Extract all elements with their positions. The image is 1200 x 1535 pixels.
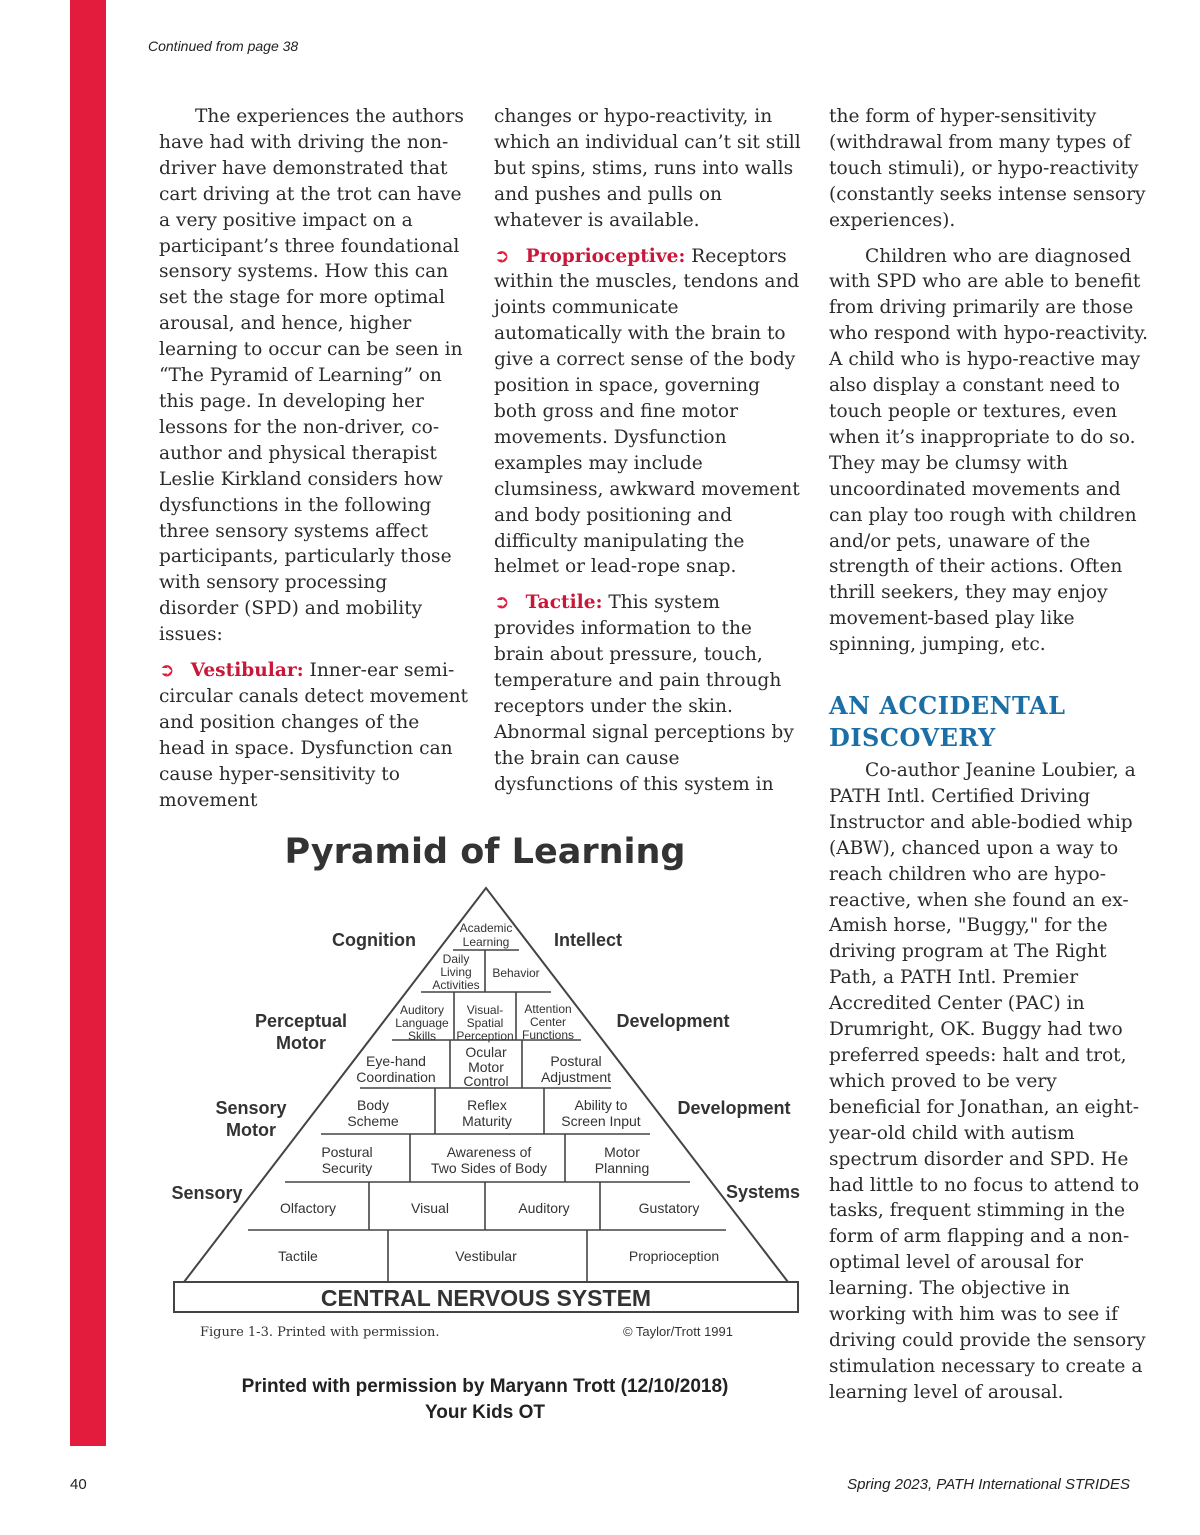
proprioceptive-term: Proprioceptive: [525, 245, 686, 267]
vestibular-text: Inner-ear semi-circular canals detect movement and position changes of the head in space. Dysfunction can cause hyper-sensitivity to movement [159, 660, 469, 811]
tactile-item [494, 590, 804, 797]
cell-screen-2: Screen Input [561, 1113, 641, 1129]
cell-gustatory: Gustatory [638, 1200, 700, 1216]
cell-visual-spatial-3: Perception [456, 1029, 514, 1043]
figure-caption: Figure 1-3. Printed with permission. [200, 1325, 440, 1340]
cell-attention-2: Center [529, 1015, 567, 1029]
cell-auditory: Auditory [518, 1200, 570, 1216]
cell-awareness-1: Awareness of [446, 1144, 532, 1160]
cell-visual-spatial-1: Visual- [466, 1003, 504, 1017]
cell-postural-sec-1: Postural [321, 1144, 373, 1160]
intro-paragraph: The experiences the authors have had with driving the non-driver have demonstrated that cart driving at the trot can have a very positive impact on a participant’s three foundational sensory systems. How this can set the stage for more optimal arousal, and hence, higher learning to occur can be seen in “The Pyramid of Learning” on this page. In developing her lessons for the non-driver, co-author and physical therapist Leslie Kirkland considers how dysfunctions in the following three sensory systems affect participants, particularly those with sensory processing disorder (SPD) and mobility issues: [159, 106, 464, 646]
cell-proprioception: Proprioception [628, 1248, 720, 1264]
section-heading: AN ACCIDENTAL DISCOVERY [829, 691, 1066, 753]
cell-attention-3: Functions [521, 1028, 575, 1042]
vestibular-continued: changes or hypo-reactivity, in which an individual can’t sit still but spins, stims, runs into walls and pushes and pulls on whatever is available. [494, 106, 801, 231]
discovery-paragraph: Co-author Jeanine Loubier, a PATH Intl. Certified Driving Instructor and able-bodied whip (ABW), chanced upon a way to reach children who are hypo-reactive, when she found an ex-Amish horse, "Buggy," for the driving program at The Right Path, a PATH Intl. Premier Accredited Center (PAC) in Drumright, OK. Buggy had two preferred speeds: halt and trot, which proved to be very beneficial for Jonathan, an eight-year-old child with autism spectrum disorder and SPD. He had little to no focus to attend to tasks, frequent stimming in the form of arm flapping and a non-optimal level of arousal for learning. The objective in working with him was to see if driving could provide the sensory stimulation necessary to create a learning level of arousal. [829, 760, 1146, 1403]
cell-attention-1: Attention [524, 1002, 572, 1016]
cell-reflex-1: Reflex [467, 1097, 507, 1113]
red-margin-bar [70, 0, 106, 1446]
label-development-2: Development [677, 1098, 791, 1118]
cell-awareness-2: Two Sides of Body [431, 1160, 547, 1176]
copyright-caption: © Taylor/Trott 1991 [622, 1324, 733, 1339]
cell-daily-1: Daily [442, 952, 470, 966]
pyramid-diagram [160, 822, 810, 1432]
cell-auditory-lang-1: Auditory [399, 1003, 445, 1017]
vestibular-item [159, 658, 469, 813]
cell-eyehand-2: Coordination [356, 1069, 436, 1085]
spd-paragraph: Children who are diagnosed with SPD who are able to benefit from driving primarily are those who respond with hypo-reactivity. A child who is hypo-reactive may also display a constant need to touch people or textures, even when it’s inappropriate to do so. They may be clumsy with uncoordinated movements and can play too rough with children and/or pets, unaware of the strength of their actions. Often thrill seekers, they may enjoy movement-based play like spinning, jumping, etc. [829, 245, 1149, 656]
label-cognition: Cognition [332, 930, 416, 950]
cell-reflex-2: Maturity [462, 1113, 512, 1129]
cell-visual: Visual [411, 1200, 449, 1216]
cell-daily-2: Living [440, 965, 472, 979]
cell-ocular-3: Control [463, 1073, 509, 1089]
cell-postural-adj-1: Postural [550, 1053, 602, 1069]
publication-line: Spring 2023, PATH International STRIDES [847, 1476, 1130, 1493]
cell-daily-3: Activities [432, 978, 480, 992]
continued-note: Continued from page 38 [148, 38, 299, 54]
label-intellect: Intellect [553, 930, 623, 950]
column-1 [159, 104, 469, 823]
cell-tactile: Tactile [278, 1248, 318, 1264]
cell-body-1: Body [357, 1097, 389, 1113]
cell-postural-adj-2: Adjustment [540, 1069, 612, 1085]
cell-motor-plan-1: Motor [604, 1144, 640, 1160]
tactile-term: Tactile: [525, 592, 603, 614]
cell-academic-1: Academic [459, 921, 513, 935]
label-sensory-2: Sensory [171, 1183, 243, 1203]
page-number: 40 [70, 1476, 87, 1493]
pyramid-figure [160, 822, 810, 1432]
permission-line: Printed with permission by Maryann Trott (12/10/2018) [241, 1376, 729, 1397]
label-motor-1: Motor [276, 1033, 326, 1053]
cell-motor-plan-2: Planning [594, 1160, 650, 1176]
label-sensory-1: Sensory [215, 1098, 287, 1118]
label-development-1: Development [616, 1011, 730, 1031]
tactile-continued: the form of hyper-sensitivity (withdrawal from many types of touch stimuli), or hypo-reactivity (constantly seeks intense sensory experiences). [829, 106, 1146, 231]
tactile-text: This system provides information to the brain about pressure, touch, temperature and pain through receptors under the skin. Abnormal signal perceptions by the brain can cause dysfunctions of this system in [494, 592, 794, 795]
cell-body-2: Scheme [347, 1113, 399, 1129]
cell-visual-spatial-2: Spatial [466, 1016, 504, 1030]
cell-vestibular: Vestibular [455, 1248, 517, 1264]
arrow-bullet-icon: ➲ [494, 592, 510, 614]
label-systems: Systems [725, 1182, 801, 1202]
label-perceptual: Perceptual [254, 1011, 348, 1031]
cell-ocular-2: Motor [468, 1059, 504, 1075]
cell-auditory-lang-3: Skills [407, 1029, 437, 1043]
label-motor-2: Motor [226, 1120, 276, 1140]
figure-title: Pyramid of Learning [284, 832, 686, 872]
arrow-bullet-icon: ➲ [159, 660, 175, 682]
cell-screen-1: Ability to [574, 1097, 628, 1113]
cell-behavior: Behavior [492, 966, 540, 980]
column-3 [829, 104, 1149, 1416]
cell-academic-2: Learning [462, 935, 510, 949]
permission-source: Your Kids OT [425, 1402, 545, 1423]
cell-olfactory: Olfactory [279, 1200, 337, 1216]
cell-auditory-lang-2: Language [395, 1016, 449, 1030]
base-label: CENTRAL NERVOUS SYSTEM [320, 1285, 652, 1311]
proprioceptive-item [494, 244, 804, 581]
cell-eyehand-1: Eye-hand [366, 1053, 426, 1069]
column-2 [494, 104, 804, 808]
proprioceptive-text: Receptors within the muscles, tendons and joints communicate automatically with the brain to give a correct sense of the body position in space, governing both gross and fine motor movements. Dysfunction examples may include clumsiness, awkward movement and body positioning and difficulty manipulating the helmet or lead-rope snap. [494, 245, 800, 578]
vestibular-term: Vestibular: [190, 660, 304, 682]
cell-postural-sec-2: Security [321, 1160, 373, 1176]
cell-ocular-1: Ocular [465, 1044, 507, 1060]
arrow-bullet-icon: ➲ [494, 245, 510, 267]
